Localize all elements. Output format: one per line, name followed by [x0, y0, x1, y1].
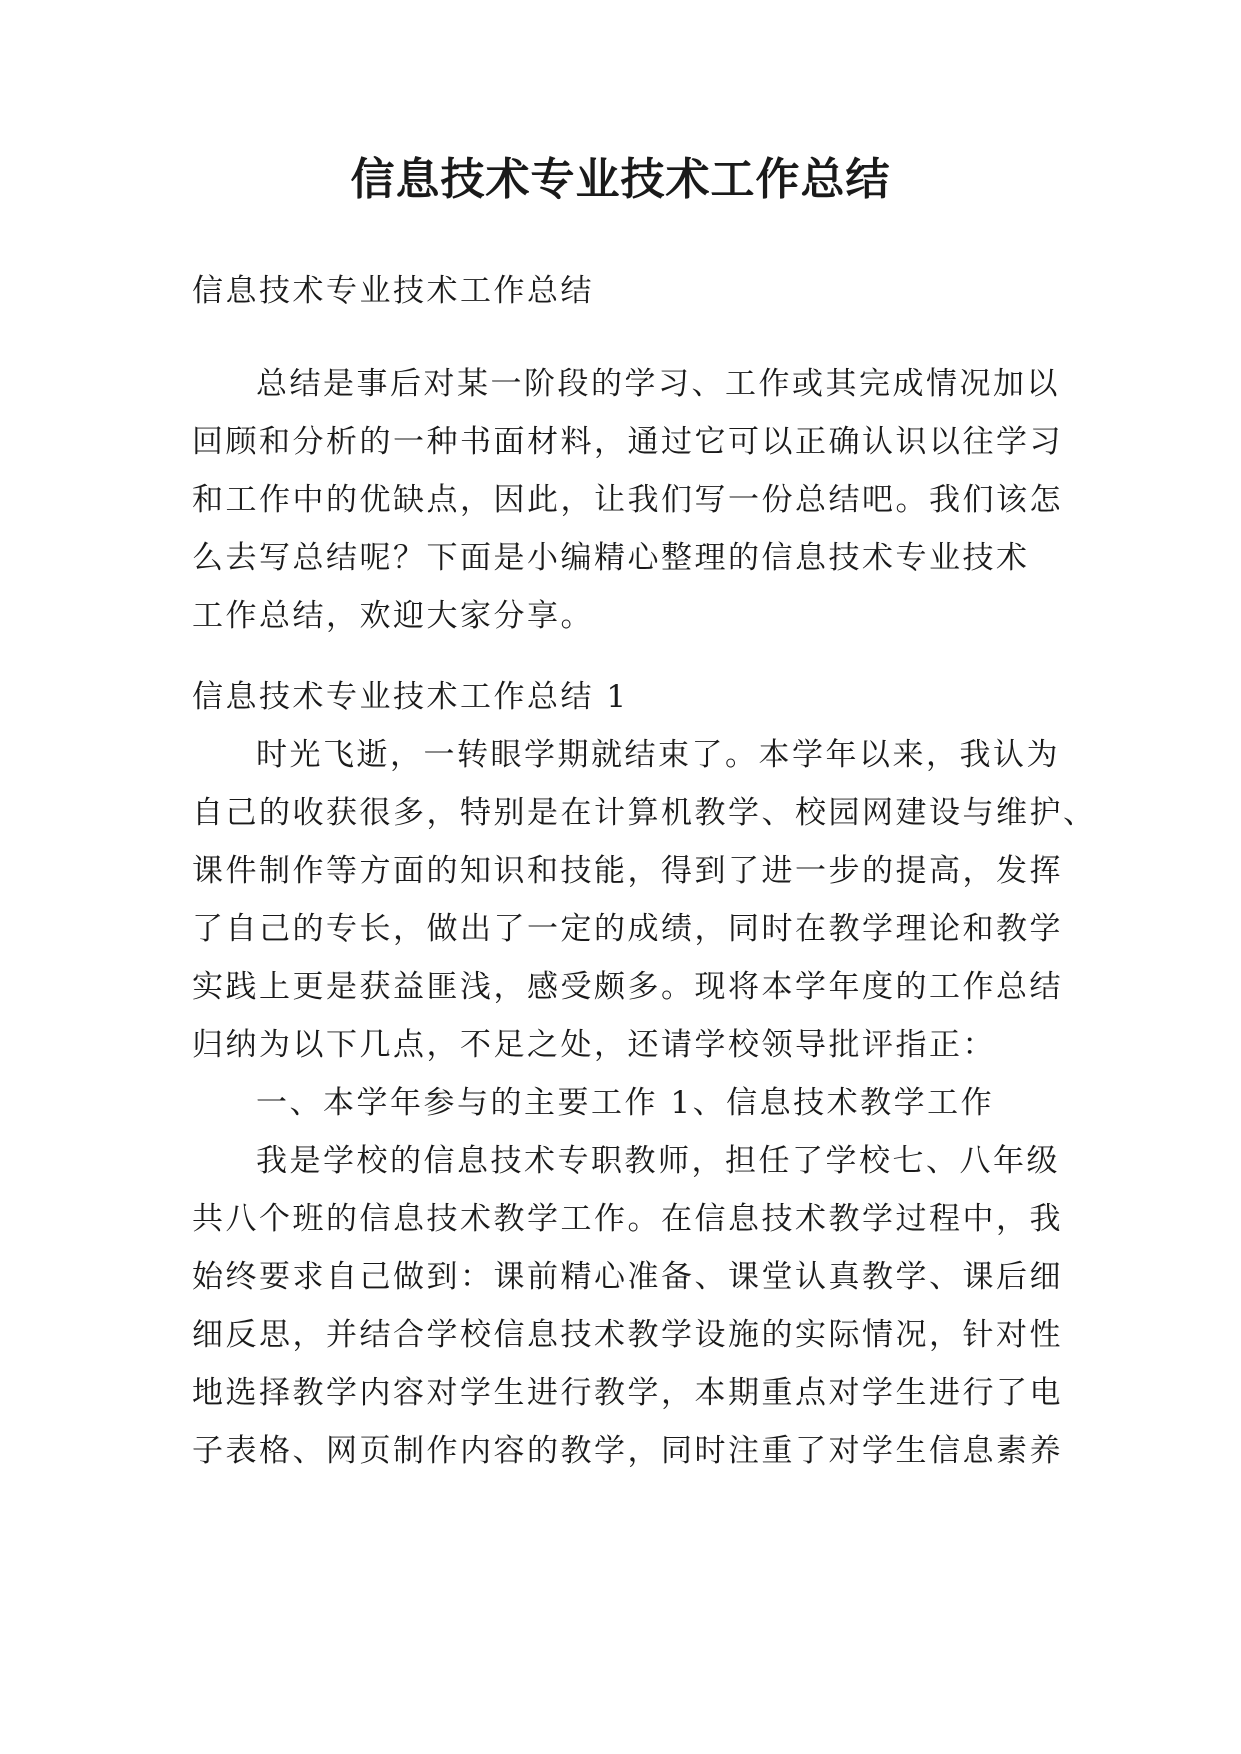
section-heading [192, 668, 1058, 726]
document-subtitle [192, 262, 1058, 320]
subtitle-line: 信息技术专业技术工作总结 [192, 273, 594, 309]
document-title: 信息技术专业技术工作总结 [350, 154, 891, 205]
paragraph-line: 子表格、网页制作内容的教学，同时注重了对学生信息素养 [192, 1433, 1063, 1469]
paragraph-line: 我是学校的信息技术专职教师，担任了学校七、八年级 [256, 1143, 1060, 1179]
paragraph-2 [192, 1132, 1063, 1480]
paragraph-line: 实践上更是获益匪浅，感受颇多。现将本学年度的工作总结 [192, 969, 1063, 1005]
paragraph-line: 了自己的专长，做出了一定的成绩，同时在教学理论和教学 [192, 911, 1063, 947]
paragraph-line: 回顾和分析的一种书面材料，通过它可以正确认识以往学习 [192, 424, 1063, 460]
paragraph-line: 总结是事后对某一阶段的学习、工作或其完成情况加以 [256, 366, 1060, 402]
paragraph-line: 始终要求自己做到：课前精心准备、课堂认真教学、课后细 [192, 1259, 1063, 1295]
paragraph-line: 共八个班的信息技术教学工作。在信息技术教学过程中，我 [192, 1201, 1063, 1237]
paragraph-line: 时光飞逝，一转眼学期就结束了。本学年以来，我认为 [256, 737, 1060, 773]
paragraph-line: 细反思，并结合学校信息技术教学设施的实际情况，针对性 [192, 1317, 1063, 1353]
paragraph-line: 地选择教学内容对学生进行教学，本期重点对学生进行了电 [192, 1375, 1063, 1411]
paragraph-line: 自己的收获很多，特别是在计算机教学、校园网建设与维护、 [192, 795, 1097, 831]
paragraph-line: 么去写总结呢？下面是小编精心整理的信息技术专业技术 [192, 540, 1030, 576]
intro-paragraph [192, 355, 1063, 645]
item-heading-line: 一、本学年参与的主要工作 1、信息技术教学工作 [256, 1085, 995, 1121]
paragraph-line: 归纳为以下几点，不足之处，还请学校领导批评指正： [192, 1027, 996, 1063]
item-heading [192, 1074, 1058, 1132]
paragraph-line: 工作总结，欢迎大家分享。 [192, 598, 594, 634]
section-heading-line: 信息技术专业技术工作总结 1 [192, 679, 629, 715]
paragraph-line: 和工作中的优缺点，因此，让我们写一份总结吧。我们该怎 [192, 482, 1063, 518]
paragraph-line: 课件制作等方面的知识和技能，得到了进一步的提高，发挥 [192, 853, 1063, 889]
paragraph-1 [192, 726, 1097, 1074]
